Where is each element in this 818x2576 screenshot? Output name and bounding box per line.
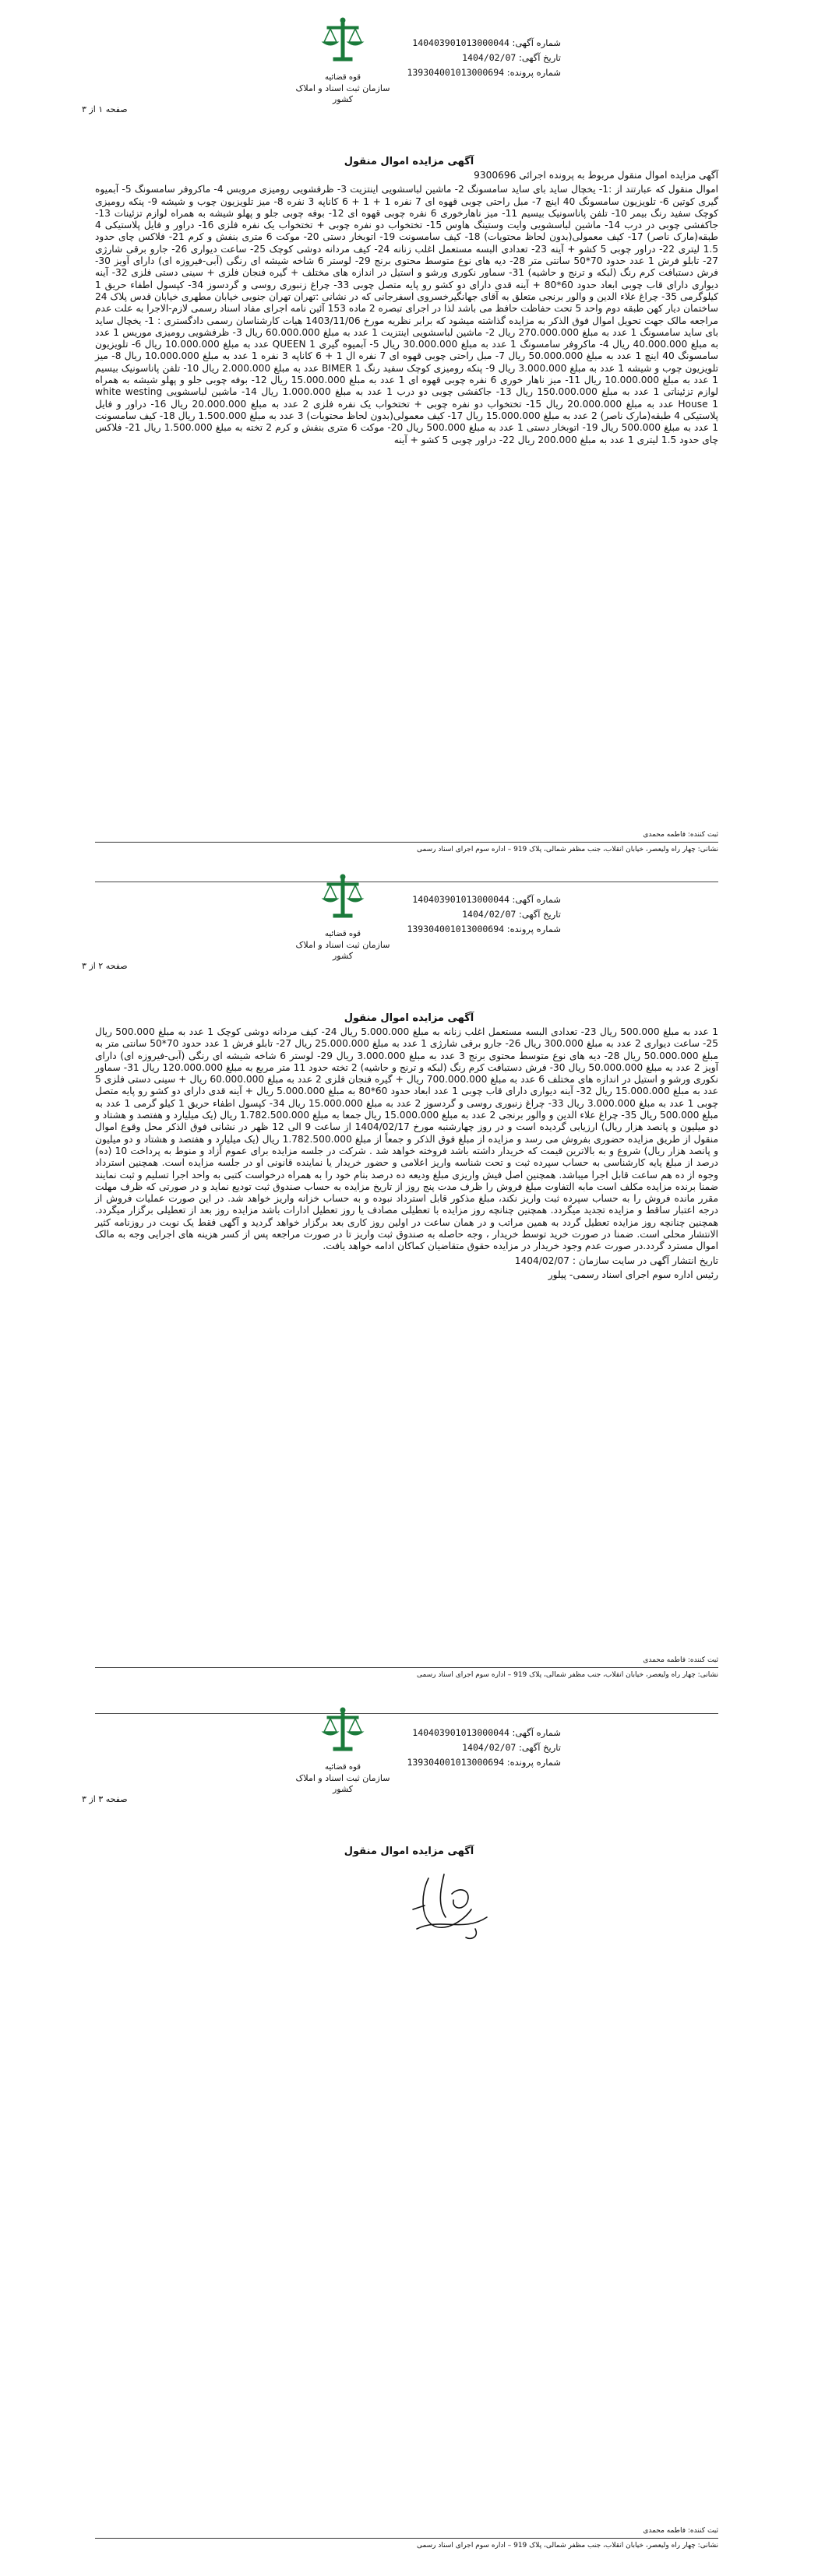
ad-number-label: شماره آگهی: [512, 1727, 561, 1738]
paragraph: 1 عدد به مبلغ 500.000 ریال 23- تعدادی البسه مستعمل اغلب زنانه به مبلغ 5.000.000 ریال 24- کیف مردانه دوشی کوچک 1 عدد به مبلغ 500.000 ریال 25- ساعت دیواری 2 عدد به مبلغ 300.000 ریال 26- جارو برقی شارژی 1 عدد به مبلغ 25.000.000 ریال 27- تابلو فرش 1 عدد حدود 70*50 سانتی متر به مبلغ 50.000.000 ریال 28- دیه های نوع متوسط محتوی برنج 3 عدد به مبلغ 3.000.000 ریال 29- لوستر 6 شاخه شیشه ای رنگی (آبی-فیروزه ای) دارای آویز 2 عدد به مبلغ 50.000.000 ریال 30- فرش دستبافت کرم رنگ (لبکه و ترنج و حاشیه) 2 تخته حدود 11 متر مربع به مبلغ 120.000.000 ریال 31- سماور نکوری ورشو و استیل در اندازه های مختلف 6 عدد به مبلغ 700.000.000 ریال + گیره فنجان فلزی 2 عدد به مبلغ 60.000.000 ریال + سینی دستی فلزی 5 عدد به مبلغ 15.000.000 ریال 32- آینه دیواری دارای قاب چوبی 1 عدد ابعاد حدود 60*80 به مبلغ 5.000.000 ریال + آینه قدی دارای دو کشو رو پایه متصل چوبی 1 عدد به مبلغ 3.000.000 ریال 33- چراغ زنبوری روسی و گردسوز 2 عدد به مبلغ 15.000.000 ریال 34- کپسول اطفاء حریق 1 کیلو گرمی 1 عدد به مبلغ 500.000 ریال 35- چراغ علاء الدین و والور برنجی 2 عدد به مبلغ 15.000.000 ریال جمعا به مبلغ 1.782.500.000 ریال (یک میلیارد و هفتصد و هشتاد و دو میلیون و پانصد هزار ریال) ارزیابی گردیده است و در روز چهارشنبه مورخ 1404/02/17 از ساعت 9 الی 12 ظهر در نشانی فوق الذکر محل وقوع اموال منقول از طریق مزایده حضوری بفروش می رسد و مزایده از مبلغ فوق الذکر و جمعاً از مبلغ 1.782.500.000 ریال (یک میلیارد و هفتصد و هشتاد و دو میلیون و پانصد هزار ریال) شروع و به بالاترین قیمت که خریدار داشته باشد فروخته خواهد شد . شرکت در جلسه مزایده برای عموم آزاد و منوط به پرداخت 10 (ده) درصد از مبلغ پایه کارشناسی به حساب سپرده ثبت و تحت شناسه واریز اعلامی و حضور خریدار یا نماینده قانونی او در جلسه مزایده است. همچنین استرداد وجوه از ده هم ساعت قابل اجرا میباشد. همچنین اصل فیش واریزی مبلغ ودیعه ده درصد بنام خود را به همراه درخواست کتبی به واحد اجرا تسلیم و ثبت نمایند ضمنا برنده مزایده مکلف است مابه التفاوت مبلغ فروش را ظرف مدت پنج روز از تاریخ مزایده به حساب صندوق ثبت تودیع نماید و در صورتی که ظرف مهلت مقرر مانده فروش را به حساب سپرده ثبت واریز نکند، مبلغ مذکور قابل استرداد نبوده و به حساب خزانه واریز خواهد شد. در این صورت عملیات فروش از درجه اعتبار ساقط و مزایده تجدید میگردد. همچنین چنانچه روز مزایده با تعطیلی مصادف یا روز تعطیل ادارات باشد مزایده روز بعد از تعطیلی برگزار میگردد. همچنین چنانچه روز مزایده تعطیل گردد به همین مراتب و در همان ساعت در اولین روز کاری بعد برگزار خواهد گردید و آگهی فقط یک نوبت در روزنامه کثیر الانتشار محلی است. ضمنا در صورت خرید توسط خریدار ، وجه حاصله به صندوق ثبت واریز تا در صورت مراجعه پس از کسر هزینه های اجرایی وجه به مالک اموال مسترد گردد.در صورت عدم وجود خریدار در مزایده حقوق متقاضیان کماکان ادامه خواهد یافت. [95, 1026, 719, 1252]
document-title: آگهی مزایده اموال منقول [344, 156, 474, 167]
page-footer [95, 830, 718, 854]
judiciary-emblem [288, 16, 397, 105]
file-number: 139304001013000694 [407, 924, 505, 934]
handwritten-signature [397, 1863, 499, 1948]
scales-of-justice-icon [319, 872, 366, 927]
registrar: ثبت کننده: فاطمه محمدی [643, 1656, 718, 1664]
page-footer [95, 1656, 718, 1680]
header-info [393, 36, 561, 80]
org-name: سازمان ثبت اسناد و املاک کشور [295, 1773, 390, 1794]
ad-date-label: تاریخ آگهی: [519, 1742, 561, 1753]
file-number: 139304001013000694 [407, 67, 505, 78]
page1-body [95, 170, 718, 449]
footer-rule [95, 842, 718, 843]
publish-date: تاریخ انتشار آگهی در سایت سازمان : 1404/02/07 [514, 1255, 718, 1266]
file-number-label: شماره پرونده: [506, 924, 561, 934]
registrar: ثبت کننده: فاطمه محمدی [643, 2527, 718, 2535]
scales-of-justice-icon [319, 1705, 366, 1760]
ad-date: 1404/02/07 [462, 52, 517, 63]
ad-date: 1404/02/07 [462, 909, 517, 920]
header-info [393, 892, 561, 937]
paragraph: آگهی مزایده اموال منقول مربوط به پرونده اجرائی 9300696 [474, 170, 718, 181]
file-number: 139304001013000694 [407, 1757, 505, 1768]
page-number: صفحه ۲ از ۳ [82, 961, 128, 971]
org-name: سازمان ثبت اسناد و املاک کشور [295, 940, 390, 961]
ad-number: 140403901013000044 [412, 1727, 509, 1738]
ad-date: 1404/02/07 [462, 1742, 517, 1753]
emblem-caption: قوه قضائیه [324, 1763, 361, 1772]
office-address: نشانی: چهار راه ولیعصر، خیابان انقلاب، جنب مظفر شمالی، پلاک 919 – اداره سوم اجرای اسناد رسمی [416, 2542, 718, 2550]
ad-date-label: تاریخ آگهی: [519, 909, 561, 920]
registrar: ثبت کننده: فاطمه محمدی [643, 831, 718, 839]
footer-rule [95, 2538, 718, 2539]
office-address: نشانی: چهار راه ولیعصر، خیابان انقلاب، جنب مظفر شمالی، پلاک 919 – اداره سوم اجرای اسناد رسمی [416, 1671, 718, 1679]
page2-body [95, 1026, 718, 1283]
ad-number: 140403901013000044 [412, 894, 509, 905]
page-footer [95, 2526, 718, 2550]
ad-number-label: شماره آگهی: [512, 37, 561, 48]
scales-of-justice-icon [319, 16, 366, 70]
signatory: رئیس اداره سوم اجرای اسناد رسمی- پیلور [548, 1269, 718, 1280]
judiciary-emblem [288, 872, 397, 962]
judiciary-emblem [288, 1705, 397, 1795]
file-number-label: شماره پرونده: [506, 1757, 561, 1768]
ad-date-label: تاریخ آگهی: [519, 52, 561, 63]
page-divider [95, 1713, 718, 1714]
ad-number-label: شماره آگهی: [512, 894, 561, 905]
document-title: آگهی مزایده اموال منقول [344, 1846, 474, 1857]
header-info [393, 1726, 561, 1770]
org-name: سازمان ثبت اسناد و املاک کشور [295, 83, 390, 104]
ad-number: 140403901013000044 [412, 37, 509, 48]
page-number: صفحه ۱ از ۳ [82, 104, 128, 114]
emblem-caption: قوه قضائیه [324, 930, 361, 938]
file-number-label: شماره پرونده: [506, 67, 561, 78]
footer-rule [95, 1667, 718, 1668]
document-title: آگهی مزایده اموال منقول [344, 1012, 474, 1024]
paragraph: اموال منقول که عبارتند از :1- یخچال ساید بای ساید سامسونگ 2- ماشین لباسشویی اینتزیت 3- ظرفشویی رومیزی مروبس 4- ماکروفر سامسونگ 5- آبمیوه گیری کوتین 6- تلویزیون سامسونگ 40 اینچ 7- مبل راحتی چوبی قهوه ای 7 نفره 1 + 1 + 6 کاناپه 3 نفره 8- میز تلویزیون چوب و شیشه 9- پنکه رومیزی کوچک سفید رنگ بیمر 10- تلفن پاناسونیک بیسیم 11- میز ناهارخوری 6 نفره چوبی قهوه ای 12- بوفه چوبی جلو و پهلو شیشه به همراه لوازم تزئینات 13- جاکفشی چوبی در درب 14- ماشین لباسشویی وایت وستینگ هاوس 15- تختخواب دو نفره چوبی + تختخواب یک نفره فلزی 16- دراور و فایل پلاستیکی 4 طبقه(مارک ناصر) 17- کیف معمولی(بدون لحاظ محتویات) 18- کیف سامسونت 19- اتوبخار دستی 20- موکت 6 متری بنفش و کرم 21- فلاکس چای حدود 1.5 لیتری 22- دراور چوبی 5 کشو + آینه 23- تعدادی البسه مستعمل اغلب زنانه 24- کیف مردانه دوشی کوچک 25- ساعت دیواری 26- جارو برقی شارژی 27- تابلو فرش 1 عدد حدود 70*50 سانتی متر 28- دیه های نوع متوسط محتوی برنج 29- لوستر 6 شاخه شیشه ای رنگی (آبی-فیروزه ای) دارای آویز 30- فرش دستبافت کرم رنگ (لبکه و ترنج و حاشیه) 31- سماور نکوری ورشو و استیل در اندازه های مختلف + گیره فنجان فلزی + سینی دستی فلزی 32- آینه دیواری دارای قاب چوبی ابعاد حدود 60*80 + آینه قدی دارای دو کشو رو پایه متصل چوبی 33- چراغ زنبوری روسی و گردسوز 34- کپسول اطفاء حریق 1 کیلوگرمی 35- چراغ علاء الدین و والور برنجی متعلق به آقای جهانگیرخسروی اسفرجانی که در نشانی :تهران تهران جنوبی خیابان مطهری خیابان قدس پلاک 24 ساختمان دیار کهن طبقه دوم واحد 5 تحت حفاظت حافظ می باشد لذا در اجرای تبصره 2 ماده 153 آئین نامه اجرای مفاد اسناد رسمی لازم-الاجرا به علت عدم مراجعه مالک جهت تحویل اموال فوق الذکر به مزایده گذاشته میشود که برابر نظریه مورخ 1403/11/06 هیات کارشناسان رسمی دادگستری : 1- یخچال ساید بای ساید سامسونگ 1 عدد به مبلغ 270.000.000 ریال 2- ماشین لباسشویی اینتزیت 1 عدد به مبلغ 60.000.000 ریال 3- ظرفشویی رومیزی موریس 1 عدد به مبلغ 40.000.000 ریال 4- ماکروفر سامسونگ 1 عدد به مبلغ 30.000.000 ریال 5- آبمیوه گیری QUEEN 1 عدد به مبلغ 10.000.000 ریال 6- تلویزیون سامسونگ 40 اینچ 1 عدد به مبلغ 50.000.000 ریال 7- مبل راحتی چوبی قهوه ای 7 نفره ال 1 + 6 کاناپه 3 نفره 1 عدد به مبلغ 10.000.000 ریال 8- میز تلویزیون چوب و شیشه 1 عدد به مبلغ 3.000.000 ریال 9- پنکه رومیزی کوچک سفید رنگ BIMER 1 عدد به مبلغ 2.000.000 ریال 10- تلفن پاناسونیک بیسیم 1 عدد به مبلغ 10.000.000 ریال 11- میز ناهار خوری 6 نفره چوبی قهوه ای 1 عدد به مبلغ 15.000.000 ریال 12- بوفه چوبی جلو و پهلو شیشه به همراه لوازم تزئیناتی 1 عدد به مبلغ 150.000.000 ریال 13- جاکفشی چوبی دو درب 1 عدد به مبلغ 1.000.000 ریال 14- ماشین لباسشویی white westing House 1 عدد به مبلغ 20.000.000 ریال 15- تختخواب دو نفره چوبی + تختخواب یک نفره فلزی 2 عدد به مبلغ 20.000.000 ریال 16- دراور و فایل پلاستیکی 4 طبقه(مارک ناصر) 2 عدد به مبلغ 15.000.000 ریال 17- کیف معمولی(بدون لحاظ محتویات) 3 عدد به مبلغ 1.500.000 ریال 18- کیف سامسونت 1 عدد به مبلغ 500.000 ریال 19- اتوبخار دستی 1 عدد به مبلغ 500.000 ریال 20- موکت 6 متری بنفش و کرم 2 تخته به مبلغ 1.500.000 ریال 21- فلاکس چای حدود 1.5 لیتری 1 عدد به مبلغ 200.000 ریال 22- دراور چوبی 5 کشو + آینه [95, 184, 719, 445]
page-number: صفحه ۳ از ۳ [82, 1794, 128, 1804]
office-address: نشانی: چهار راه ولیعصر، خیابان انقلاب، جنب مظفر شمالی، پلاک 919 – اداره سوم اجرای اسناد رسمی [416, 846, 718, 853]
emblem-caption: قوه قضائیه [324, 73, 361, 82]
